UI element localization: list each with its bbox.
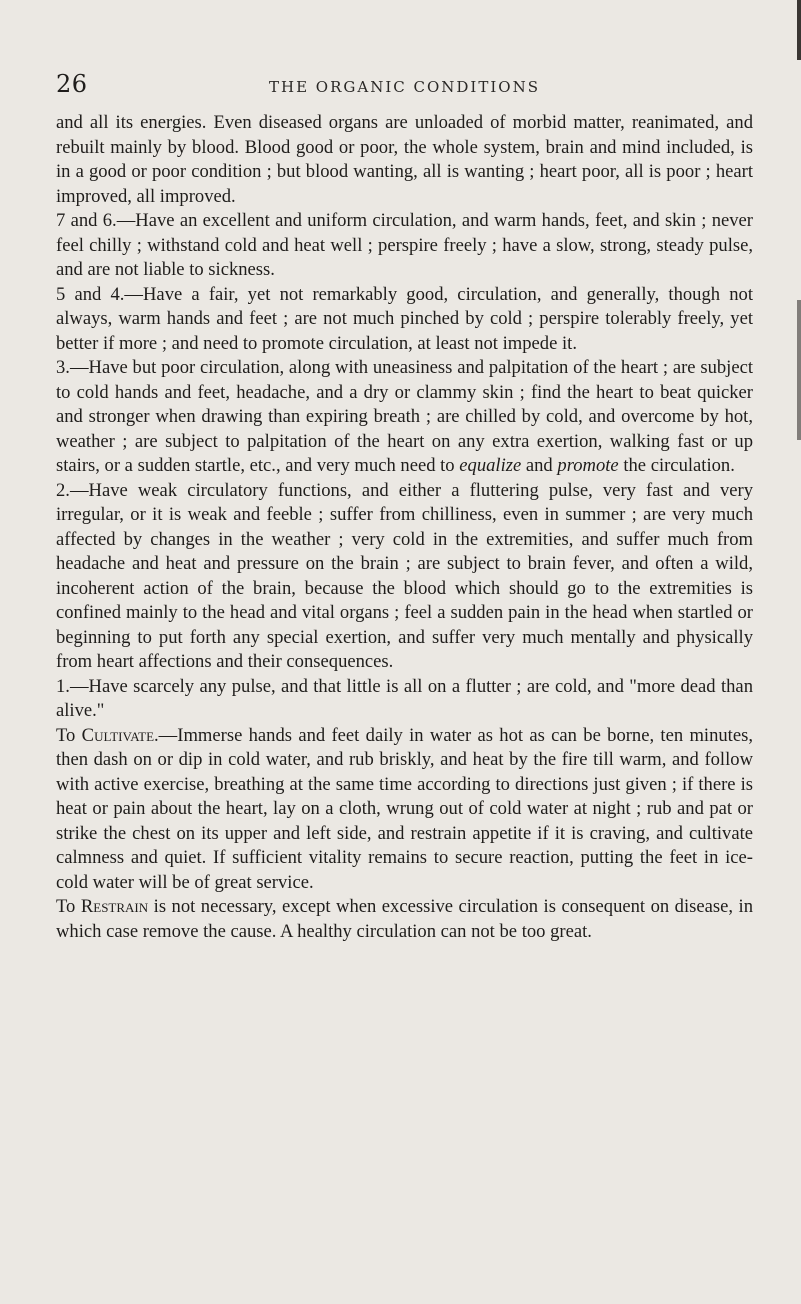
grade-3-and: and bbox=[521, 455, 558, 476]
paragraph-intro: and all its energies. Even diseased organs are unloaded of morbid matter, reanimated, and rebuilt mainly by blood. Blood good or poor, the whole system, brain and mind included, is in a good or poor condition ; but blood wanting, all is wanting ; heart poor, all is poor ; heart improved, all improved. bbox=[56, 112, 753, 207]
cultivate-text: .—Immerse hands and feet daily in water as hot as can be borne, ten minutes, then dash on or dip in cold water, and rub briskly, and heat by the fire till warm, and follow with active exercise, breathing at the same time according to directions just given ; if there is heat or pain about the heart, lay on a cloth, wrung out of cold water at night ; rub and pat or strike the chest on its upper and left side, and restrain appetite if it is craving, and cultivate calmness and quiet. If sufficient vitality remains to secure reaction, putting the feet in ice-cold water will be of great service. bbox=[56, 724, 753, 893]
paragraph-grade-1: 1.—Have scarcely any pulse, and that little is all on a flutter ; are cold, and "more dead than alive." bbox=[56, 675, 753, 721]
paragraph-grade-7-6: 7 and 6.—Have an excellent and uniform circulation, and warm hands, feet, and skin ; never feel chilly ; withstand cold and heat well ; perspire freely ; have a slow, strong, steady pulse, and are not liable to sickness. bbox=[56, 210, 753, 280]
grade-3-text: 3.—Have but poor circulation, along with uneasiness and palpitation of the heart ; are subject to cold hands and feet, headache, and a dry or clammy skin ; find the heart to beat quicker and stronger when drawing than expiring breath ; are chilled by cold, and overcome by hot, weather ; are subject to palpitation of the heart on any extra exertion, walking fast or up stairs, or a sudden startle, etc., and very much need to bbox=[56, 357, 753, 476]
restrain-text: is not necessary, except when excessive circulation is consequent on disease, in which case remove the cause. A healthy circulation can not be too great. bbox=[56, 896, 753, 942]
paragraph-grade-5-4: 5 and 4.—Have a fair, yet not remarkably good, circulation, and generally, though not always, warm hands and feet ; are not much pinched by cold ; perspire tolerably freely, yet better if more ; and need to promote circulation, at least not impede it. bbox=[56, 283, 753, 354]
restrain-lead: To bbox=[56, 896, 81, 917]
emphasis-promote: promote bbox=[557, 455, 619, 476]
page-header bbox=[56, 72, 753, 102]
emphasis-equalize: equalize bbox=[459, 455, 522, 476]
paragraph-cultivate bbox=[56, 724, 753, 896]
paragraph-grade-2: 2.—Have weak circulatory functions, and either a fluttering pulse, very fast and very irregular, or it is weak and feeble ; suffer from chilliness, even in summer ; are very much affected by changes in the weather ; very cold in the extremities, and suffer much from headache and heat and pressure on the brain ; are subject to brain fever, and often a wild, incoherent action of the brain, because the blood which should go to the extremities is confined mainly to the head and vital organs ; feel a sudden pain in the head when startled or beginning to put forth any special exertion, and suffer very much mentally and physically from heart affections and their consequences. bbox=[56, 479, 753, 672]
paragraph-grade-3 bbox=[56, 356, 753, 479]
cultivate-lead: To bbox=[56, 724, 82, 746]
cultivate-heading: Cultivate bbox=[81, 724, 155, 746]
running-head: THE ORGANIC CONDITIONS bbox=[269, 78, 540, 96]
page-number: 26 bbox=[56, 70, 88, 98]
grade-3-end: the circulation. bbox=[618, 455, 735, 476]
body-text bbox=[56, 111, 753, 944]
paragraph-restrain bbox=[56, 895, 753, 944]
page-edge-shadow-lower bbox=[797, 300, 801, 440]
page-edge-shadow bbox=[797, 0, 801, 60]
restrain-heading: Restrain bbox=[80, 896, 149, 917]
